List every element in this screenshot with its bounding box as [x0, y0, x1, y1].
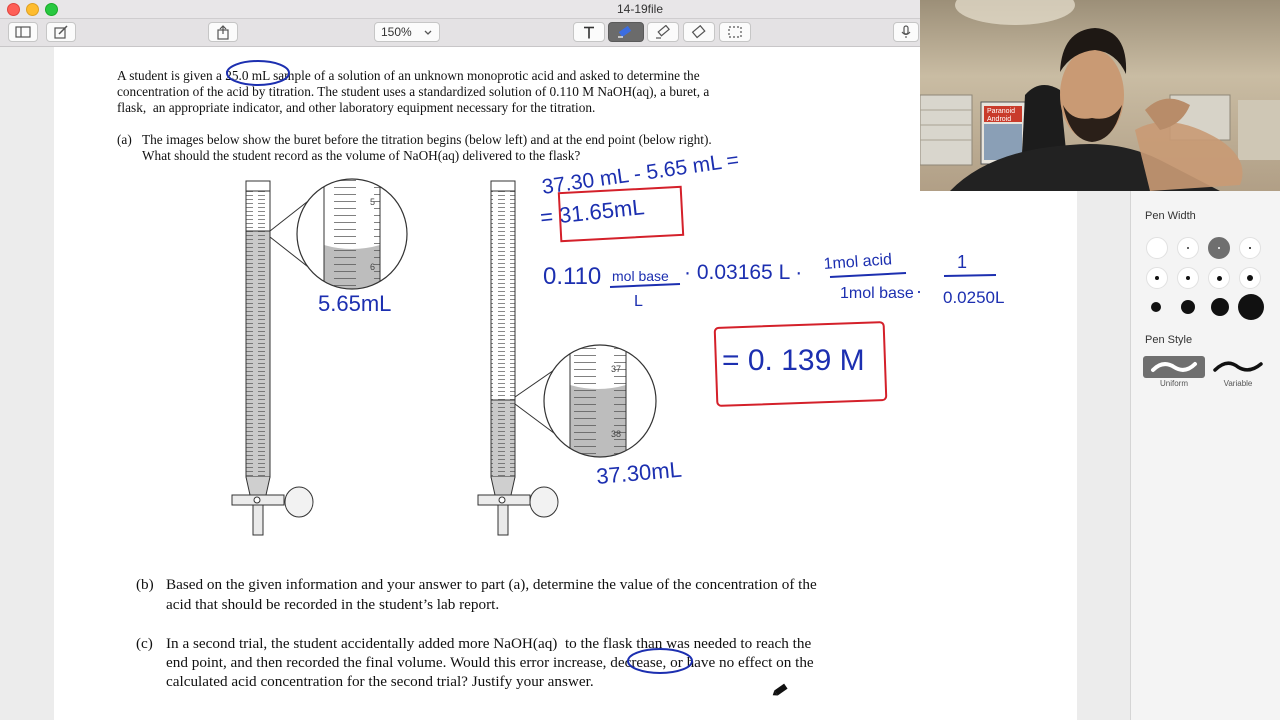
webcam-video-overlay: [920, 0, 1280, 191]
intro-line-1: A student is given a 25.0 mL sample of a solution of an unknown monoprotic acid and asked to determine the: [117, 68, 700, 83]
zoom-select[interactable]: [374, 22, 440, 42]
part-b-line-1: Based on the given information and your answer to part (a), determine the value of the concentration of the: [166, 576, 817, 593]
left-buret-tick-6: 6: [370, 262, 376, 272]
handwritten-calc-L: L: [634, 293, 643, 310]
microphone-icon: [901, 25, 911, 39]
handwritten-calc-molbase: mol base: [612, 268, 669, 284]
handwritten-calc-dot: ·: [916, 281, 922, 301]
intro-line-3: flask, an appropriate indicator, and other laboratory equipment necessary for the titration.: [117, 100, 596, 115]
pen-width-9[interactable]: [1151, 302, 1161, 312]
pen-width-11[interactable]: [1211, 298, 1229, 316]
poster-text-2: Android: [987, 116, 1012, 123]
zoom-value: 150%: [381, 25, 412, 39]
markup-button[interactable]: [46, 22, 76, 42]
circle-25ml: [227, 61, 289, 85]
text-tool-button[interactable]: [573, 22, 605, 42]
handwritten-calc-molacid: 1mol acid: [823, 251, 893, 273]
share-icon: [217, 25, 229, 40]
pen-icon: [617, 25, 635, 39]
pen-style-uniform-button[interactable]: [1143, 356, 1205, 378]
handwritten-calc-one: 1: [957, 252, 968, 272]
handwritten-difference: = 31.65mL: [538, 194, 646, 230]
handwritten-calc-0110: 0.110: [543, 263, 602, 290]
handwritten-result: = 0. 139 M: [722, 344, 865, 377]
pen-style-variable-button[interactable]: [1207, 356, 1269, 378]
part-a-line-2: What should the student record as the volume of NaOH(aq) delivered to the flask?: [142, 148, 581, 163]
pen-width-6[interactable]: [1177, 267, 1199, 289]
pen-width-3-selected[interactable]: [1208, 237, 1230, 259]
part-a-line-1: The images below show the buret before the titration begins (below left) and at the end point (below right).: [142, 132, 712, 147]
sketch-tool-button[interactable]: [608, 22, 644, 42]
pen-width-4[interactable]: [1239, 237, 1261, 259]
part-a-label: (a): [117, 132, 132, 147]
dictation-button[interactable]: [893, 22, 919, 42]
right-buret-tick-37: 37: [611, 364, 622, 374]
handwritten-left-reading: 5.65mL: [318, 291, 392, 316]
part-b-line-2: acid that should be recorded in the student’s lab report.: [166, 596, 500, 613]
pen-width-heading: Pen Width: [1145, 210, 1196, 222]
eraser-tool-button[interactable]: [683, 22, 715, 42]
poster-text-1: Paranoid: [987, 108, 1016, 115]
circle-increase: [628, 649, 692, 673]
part-c-label: (c): [136, 635, 153, 652]
pen-width-7[interactable]: [1208, 267, 1230, 289]
sidebar-toggle-button[interactable]: [8, 22, 38, 42]
left-buret-tick-5: 5: [370, 197, 376, 207]
pen-width-2[interactable]: [1177, 237, 1199, 259]
highlight-tool-button[interactable]: [647, 22, 679, 42]
selection-icon: [728, 26, 742, 38]
intro-line-2: concentration of the acid by titration. The student uses a standardized solution of 0.110 M NaOH(aq), a buret, a: [117, 84, 710, 99]
pen-width-10[interactable]: [1181, 300, 1195, 314]
variable-stroke-icon: [1207, 356, 1269, 378]
handwritten-subtraction: 37.30 mL - 5.65 mL =: [540, 148, 741, 199]
part-c-line-3: calculated acid concentration for the second trial? Justify your answer.: [166, 673, 594, 690]
pen-cursor-icon: [771, 684, 788, 698]
pen-width-5[interactable]: [1146, 267, 1168, 289]
pen-style-uniform-label: Uniform: [1159, 379, 1188, 388]
eraser-icon: [691, 25, 707, 39]
part-c-line-2: end point, and then recorded the final volume. Would this error increase, decrease, or have no effect on the: [166, 654, 814, 671]
pen-style-variable-label: Variable: [1223, 379, 1253, 388]
highlighter-icon: [655, 25, 671, 39]
share-button[interactable]: [208, 22, 238, 42]
pen-width-12[interactable]: [1238, 294, 1264, 320]
sidebar-icon: [15, 26, 31, 38]
pencil-square-icon: [54, 25, 68, 39]
selection-tool-button[interactable]: [719, 22, 751, 42]
text-icon: [583, 26, 595, 39]
left-buret: [232, 177, 407, 535]
handwritten-calc-vol-denominator: 0.0250L: [943, 288, 1005, 307]
webcam-scene: [920, 0, 1280, 191]
uniform-stroke-icon: [1143, 356, 1205, 378]
pen-width-1[interactable]: [1146, 237, 1168, 259]
right-buret-tick-38: 38: [611, 429, 622, 439]
part-c-line-1: In a second trial, the student accidentally added more NaOH(aq) to the flask than was needed to reach the: [166, 635, 812, 652]
handwritten-calc-volume: · 0.03165 L ·: [684, 261, 803, 284]
chevron-down-icon: [424, 30, 432, 36]
pen-style-heading: Pen Style: [1145, 334, 1193, 346]
handwritten-calc-molbase2: 1mol base: [840, 285, 914, 302]
handwritten-right-reading: 37.30mL: [595, 456, 683, 489]
window-title: 14-19file: [616, 2, 664, 16]
part-b-label: (b): [136, 576, 154, 593]
pen-width-8[interactable]: [1239, 267, 1261, 289]
